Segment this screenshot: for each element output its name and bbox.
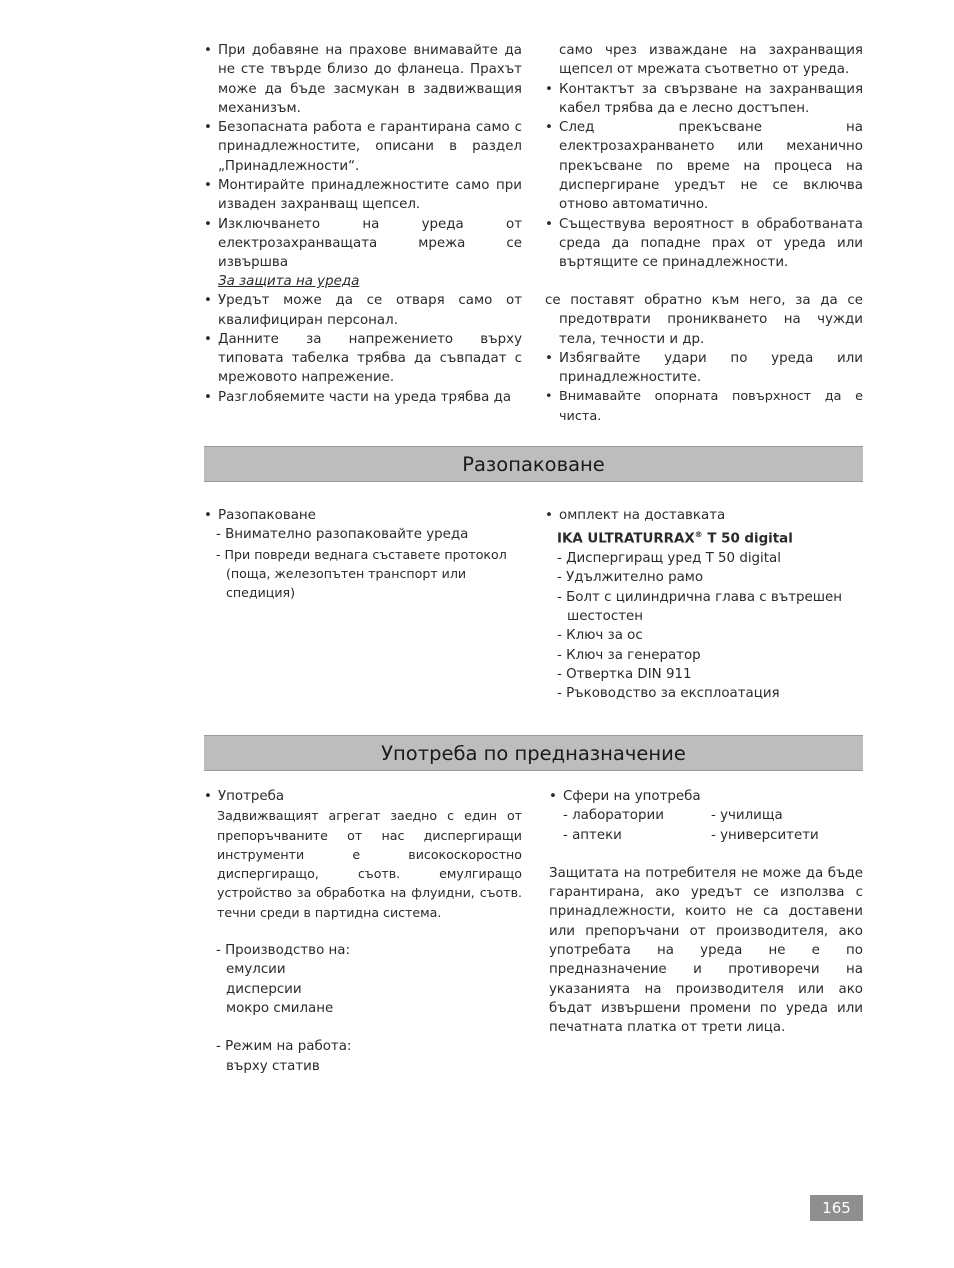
use-description: Задвижващият агрегат заедно с един от препоръчваните от нас диспергиращи инструменти е високоскоростно диспергиращо, съотв. емулгиращо устройство за обработка на флуидни, съотв. течни среди в партидна система. — [217, 808, 522, 920]
product-model: T 50 digital — [702, 531, 793, 547]
spheres-heading: • Сфери на употреба — [545, 787, 863, 806]
use-heading: • Употреба — [204, 787, 522, 806]
mode-label: - Режим на работа: — [216, 1039, 352, 1055]
spheres-list — [545, 806, 863, 845]
delivery-item: - Ключ за генератор — [557, 647, 701, 663]
delivery-heading: • омплект на доставката — [545, 506, 863, 525]
safety-left-column — [204, 41, 522, 273]
unpacking-left — [204, 506, 522, 602]
mode-item: върху статив — [226, 1058, 320, 1074]
safety-item: • Контактът за свързване на захранващия кабел трябва да е лесно достъпен. — [545, 80, 863, 119]
protection-item-continuation: се поставят обратно към него, за да се предотврати проникването на чужди тела, течности и др. — [545, 293, 863, 347]
safety-right-column — [545, 41, 863, 273]
use-left — [204, 787, 522, 1076]
delivery-item: - Болт с цилиндрична глава с вътрешен — [557, 589, 843, 605]
safety-item: • Монтирайте принадлежностите само при изваден захранващ щепсел. — [204, 176, 522, 215]
safety-item: • Безопасната работа е гарантирана само с принадлежностите, описани в раздел „Принадлежности“. — [204, 118, 522, 176]
product-name — [545, 525, 863, 549]
protection-item: • Разглобяемите части на уреда трябва да — [204, 388, 522, 407]
protection-item: • Избягвайте удари по уреда или принадлежностите. — [545, 349, 863, 388]
sphere-item: - университети — [711, 827, 819, 843]
safety-item: • Съществува вероятност в обработваната среда да попадне прах от уреда или въртящите се принадлежности. — [545, 215, 863, 273]
safety-item: • При добавяне на прахове внимавайте да не сте твърде близо до фланеца. Прахът може да бъде засмукан в задвижващия механизъм. — [204, 41, 522, 118]
device-protection-right — [545, 291, 863, 426]
protection-item: • Внимавайте опорната повърхност да е чиста. — [545, 387, 863, 426]
production-item: емулсии — [226, 962, 286, 978]
product-brand: IKA ULTRATURRAX — [557, 531, 695, 547]
page-number: 165 — [810, 1195, 863, 1221]
user-protection-note: Защитата на потребителя не може да бъде гарантирана, ако уредът се използва с принадлежности, които не са доставени или препоръчани от производителя, ако употребата на уреда не е по предназначение и противоречи на указанията на производителя или ако бъдат извършени промени по уреда или печатната платка от трети лица. — [549, 865, 863, 1036]
delivery-item: - Отвертка DIN 911 — [557, 666, 692, 682]
delivery-item: - Ключ за ос — [557, 628, 643, 644]
delivery-item: - Ръководство за експлоатация — [557, 686, 780, 702]
delivery-scope — [545, 506, 863, 703]
section-title-intended-use: Употреба по предназначение — [204, 735, 863, 771]
registered-mark: ® — [694, 530, 703, 540]
protection-item: • Данните за напрежението върху типовата табелка трябва да съвпадат с мрежовото напрежение. — [204, 330, 522, 388]
production-item: мокро смилане — [226, 1000, 334, 1016]
safety-item: • След прекъсване на електрозахранването или механично прекъсване по време на процеса на диспергиране уредът не се включва отново автоматично. — [545, 118, 863, 214]
production-label: - Производство на: — [216, 943, 350, 959]
unpacking-step-note: (поща, железопътен транспорт или спедиция) — [226, 565, 467, 601]
delivery-item: - Удължително рамо — [557, 570, 704, 586]
sphere-item: - аптеки — [563, 827, 622, 843]
safety-item: • Изключването на уреда от електрозахранващата мрежа се извършва — [204, 215, 522, 273]
delivery-item: - Диспергиращ уред T 50 digital — [557, 551, 781, 567]
section-title-unpacking: Разопаковане — [204, 446, 863, 482]
sphere-item: - училища — [711, 808, 783, 824]
unpacking-step: - При повреди веднага съставете протокол — [216, 546, 507, 562]
device-protection-heading: За защита на уреда — [218, 274, 360, 289]
delivery-item-continuation: шестостен — [567, 608, 644, 624]
use-right — [545, 787, 863, 1038]
device-protection-left — [204, 272, 522, 407]
unpacking-step: - Внимателно разопаковайте уреда — [216, 527, 469, 543]
sphere-item: - лаборатории — [563, 808, 664, 824]
safety-item-continuation: само чрез изваждане на захранващия щепсел от мрежата съответно от уреда. — [559, 43, 863, 78]
protection-item: • Уредът може да се отваря само от квалифициран персонал. — [204, 291, 522, 330]
unpacking-heading: • Разопаковане — [204, 506, 522, 525]
production-item: дисперсии — [226, 981, 302, 997]
